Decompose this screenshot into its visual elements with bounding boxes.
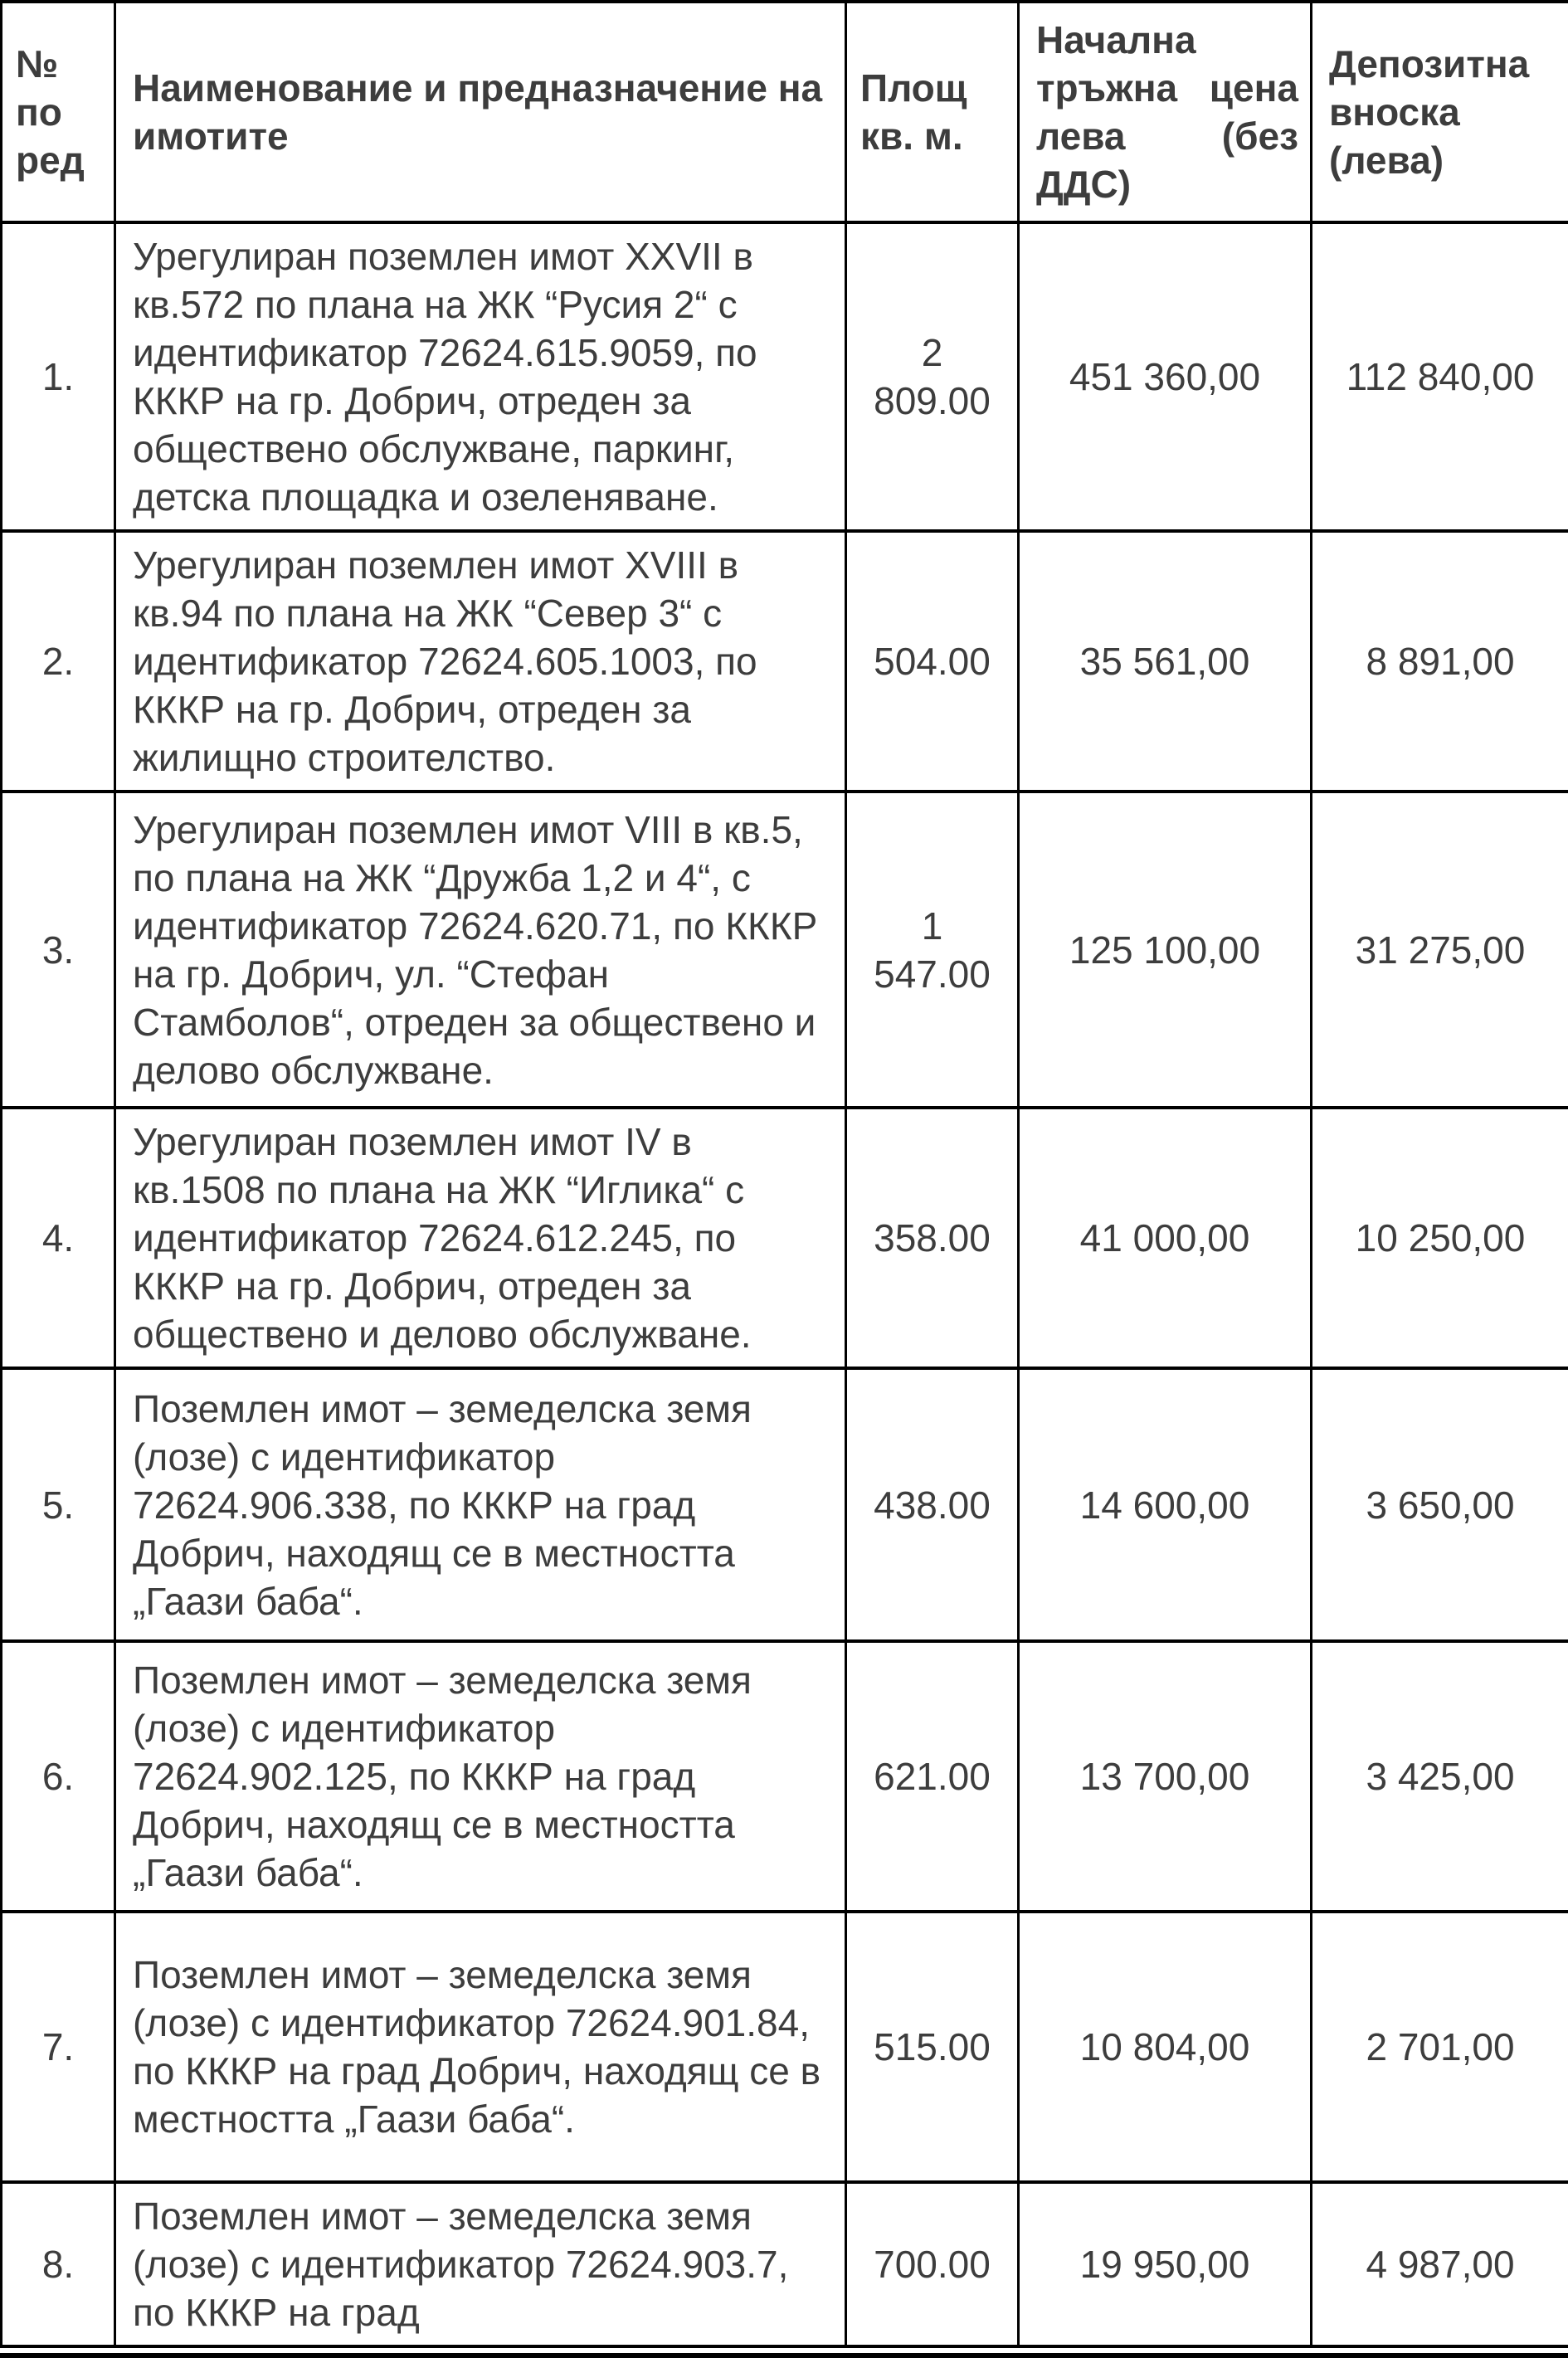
header-deposit: Депозитна вноска (лева) [1312, 2, 1568, 222]
deposit-cell: 8 891,00 [1312, 531, 1568, 792]
table-header-row [2, 2, 1568, 222]
price-cell: 41 000,00 [1019, 1108, 1312, 1368]
property-description-cell: Поземлен имот – земеделска земя (лозе) с идентификатор 72624.906.338, по КККР на град Добрич, находящ се в местността „Гаази баба“. [115, 1368, 846, 1641]
header-property-name: Наименование и предназначение на имотите [115, 2, 846, 222]
row-number-cell: 8. [2, 2182, 115, 2346]
price-cell: 35 561,00 [1019, 531, 1312, 792]
area-cell: 700.00 [846, 2182, 1019, 2346]
deposit-cell: 112 840,00 [1312, 222, 1568, 531]
row-number-cell: 7. [2, 1912, 115, 2182]
row-number-cell: 2. [2, 531, 115, 792]
clipped-bottom-border [0, 2353, 1568, 2358]
header-starting-price: Начална тръжна цена лева (без ДДС) [1019, 2, 1312, 222]
deposit-cell: 4 987,00 [1312, 2182, 1568, 2346]
row-number-cell: 5. [2, 1368, 115, 1641]
area-cell: 1 547.00 [846, 792, 1019, 1108]
table-row [2, 222, 1568, 531]
area-cell: 358.00 [846, 1108, 1019, 1368]
property-description-cell: Поземлен имот – земеделска земя (лозе) с идентификатор 72624.902.125, по КККР на град Добрич, находящ се в местността „Гаази баба“. [115, 1641, 846, 1912]
property-description-cell: Урегулиран поземлен имот IV в кв.1508 по плана на ЖК “Иглика“ с идентификатор 72624.612.245, по КККР на гр. Добрич, отреден за обществено и делово обслужване. [115, 1108, 846, 1368]
row-number-cell: 3. [2, 792, 115, 1108]
deposit-cell: 3 425,00 [1312, 1641, 1568, 1912]
table-row [2, 1108, 1568, 1368]
price-cell: 451 360,00 [1019, 222, 1312, 531]
header-row-number: № по ред [2, 2, 115, 222]
price-cell: 125 100,00 [1019, 792, 1312, 1108]
area-cell: 2 809.00 [846, 222, 1019, 531]
table-row [2, 792, 1568, 1108]
price-cell: 10 804,00 [1019, 1912, 1312, 2182]
deposit-cell: 31 275,00 [1312, 792, 1568, 1108]
price-cell: 14 600,00 [1019, 1368, 1312, 1641]
deposit-cell: 10 250,00 [1312, 1108, 1568, 1368]
property-description-cell: Урегулиран поземлен имот XVIII в кв.94 по плана на ЖК “Север 3“ с идентификатор 72624.605.1003, по КККР на гр. Добрич, отреден за жилищно строителство. [115, 531, 846, 792]
row-number-cell: 4. [2, 1108, 115, 1368]
property-description-cell: Урегулиран поземлен имот XXVII в кв.572 по плана на ЖК “Русия 2“ с идентификатор 72624.615.9059, по КККР на гр. Добрич, отреден за обществено обслужване, паркинг, детска площадка и озеленяване. [115, 222, 846, 531]
property-description-cell: Урегулиран поземлен имот VIII в кв.5, по плана на ЖК “Дружба 1,2 и 4“, с идентификатор 72624.620.71, по КККР на гр. Добрич, ул. “Стефан Стамболов“, отреден за обществено и делово обслужване. [115, 792, 846, 1108]
area-cell: 504.00 [846, 531, 1019, 792]
table-row [2, 531, 1568, 792]
table-row [2, 1641, 1568, 1912]
area-cell: 621.00 [846, 1641, 1019, 1912]
area-cell: 438.00 [846, 1368, 1019, 1641]
row-number-cell: 6. [2, 1641, 115, 1912]
table-row [2, 1368, 1568, 1641]
table-row-clipped [2, 2182, 1568, 2346]
row-number-cell: 1. [2, 222, 115, 531]
price-cell: 19 950,00 [1019, 2182, 1312, 2346]
deposit-cell: 2 701,00 [1312, 1912, 1568, 2182]
price-cell: 13 700,00 [1019, 1641, 1312, 1912]
table-row [2, 1912, 1568, 2182]
property-description-cell: Поземлен имот – земеделска земя (лозе) с идентификатор 72624.903.7, по КККР на град [115, 2182, 846, 2346]
deposit-cell: 3 650,00 [1312, 1368, 1568, 1641]
header-area: Площ кв. м. [846, 2, 1019, 222]
area-cell: 515.00 [846, 1912, 1019, 2182]
property-description-cell: Поземлен имот – земеделска земя (лозе) с идентификатор 72624.901.84, по КККР на град Добрич, находящ се в местността „Гаази баба“. [115, 1912, 846, 2182]
